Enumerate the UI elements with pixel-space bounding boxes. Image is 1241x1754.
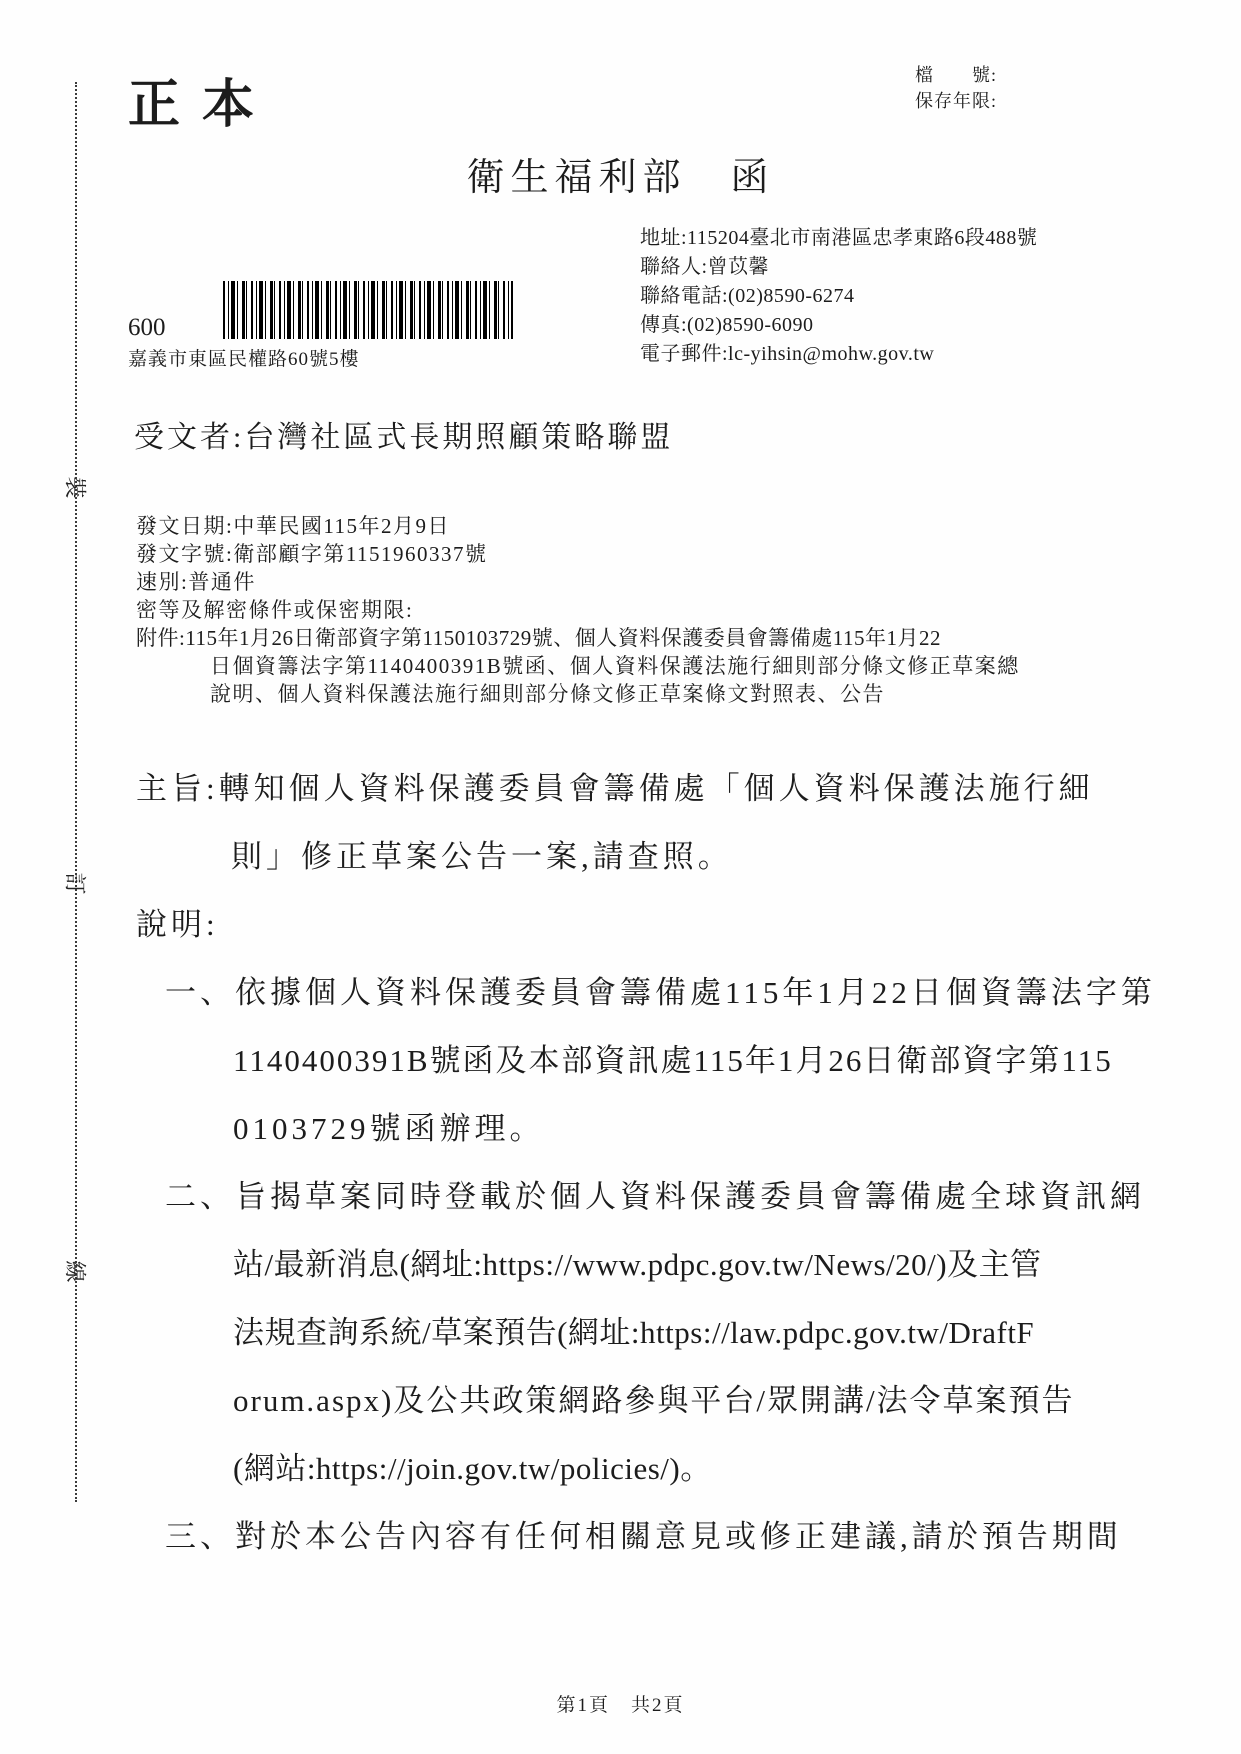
sender-contact-person: 聯絡人:曾苡馨 xyxy=(640,256,770,278)
explanation-item-2-line-4: orum.aspx)及公共政策網路參與平台/眾開講/法令草案預告 xyxy=(233,1383,1075,1418)
explanation-item-2-line-5: (網站:https://join.gov.tw/policies/)。 xyxy=(233,1451,712,1486)
recipient-street-address: 嘉義市東區民權路60號5樓 xyxy=(128,349,360,370)
file-number-block xyxy=(915,62,997,114)
explanation-item-1-line-3: 0103729號函辦理。 xyxy=(233,1111,545,1146)
sender-address: 地址:115204臺北市南港區忠孝東路6段488號 xyxy=(640,227,1038,249)
sender-phone: 聯絡電話:(02)8590-6274 xyxy=(640,285,855,307)
attachment-line-3: 說明、個人資料保護法施行細則部分條文修正草案條文對照表、公告 xyxy=(210,682,885,706)
sender-fax: 傳真:(02)8590-6090 xyxy=(640,314,814,336)
explanation-item-2-line-2: 站/最新消息(網址:https://www.pdpc.gov.tw/News/20/)及主管 xyxy=(233,1247,1042,1282)
retention-period-label: 保存年限: xyxy=(915,91,998,111)
speed-class-line: 速別:普通件 xyxy=(136,570,256,594)
subject-line-2: 則」修正草案公告一案,請查照。 xyxy=(231,839,733,874)
explanation-item-2-line-1: 二、旨揭草案同時登載於個人資料保護委員會籌備處全球資訊網 xyxy=(165,1179,1145,1214)
explanation-item-2-line-3: 法規查詢系統/草案預告(網址:https://law.pdpc.gov.tw/DraftF xyxy=(233,1315,1035,1350)
binding-mark-ding: 訂 xyxy=(62,872,88,895)
sender-email: 電子郵件:lc-yihsin@mohw.gov.tw xyxy=(640,343,935,365)
binding-mark-zhuang: 裝 xyxy=(62,476,88,499)
document-title: 衛生福利部 函 xyxy=(466,157,775,199)
security-class-line: 密等及解密條件或保密期限: xyxy=(136,598,414,622)
attachment-line-1: 附件:115年1月26日衛部資字第1150103729號、個人資料保護委員會籌備處115年1月22 xyxy=(136,626,941,650)
explanation-item-3-line-1: 三、對於本公告內容有任何相關意見或修正建議,請於預告期間 xyxy=(165,1519,1122,1554)
file-number-label: 檔 號: xyxy=(915,65,998,85)
copy-type-stamp: 正本 xyxy=(128,77,277,134)
page-footer: 第1頁 共2頁 xyxy=(556,1695,685,1716)
attachment-line-2: 日個資籌法字第1140400391B號函、個人資料保護法施行細則部分條文修正草案總 xyxy=(210,654,1020,678)
recipient-postal-code: 600 xyxy=(128,314,166,341)
explanation-item-1-line-1: 一、依據個人資料保護委員會籌備處115年1月22日個資籌法字第 xyxy=(165,975,1156,1010)
issue-date-line: 發文日期:中華民國115年2月9日 xyxy=(136,514,451,538)
sender-contact-block xyxy=(640,224,1037,369)
recipient-line: 受文者:台灣社區式長期照顧策略聯盟 xyxy=(134,421,674,454)
barcode xyxy=(223,281,513,339)
doc-number-line: 發文字號:衛部顧字第1151960337號 xyxy=(136,542,488,566)
subject-line-1: 主旨:轉知個人資料保護委員會籌備處「個人資料保護法施行細 xyxy=(136,771,1094,806)
explanation-heading: 說明: xyxy=(136,907,219,942)
binding-mark-xian: 線 xyxy=(62,1260,88,1283)
explanation-item-1-line-2: 1140400391B號函及本部資訊處115年1月26日衛部資字第115 xyxy=(233,1043,1113,1078)
